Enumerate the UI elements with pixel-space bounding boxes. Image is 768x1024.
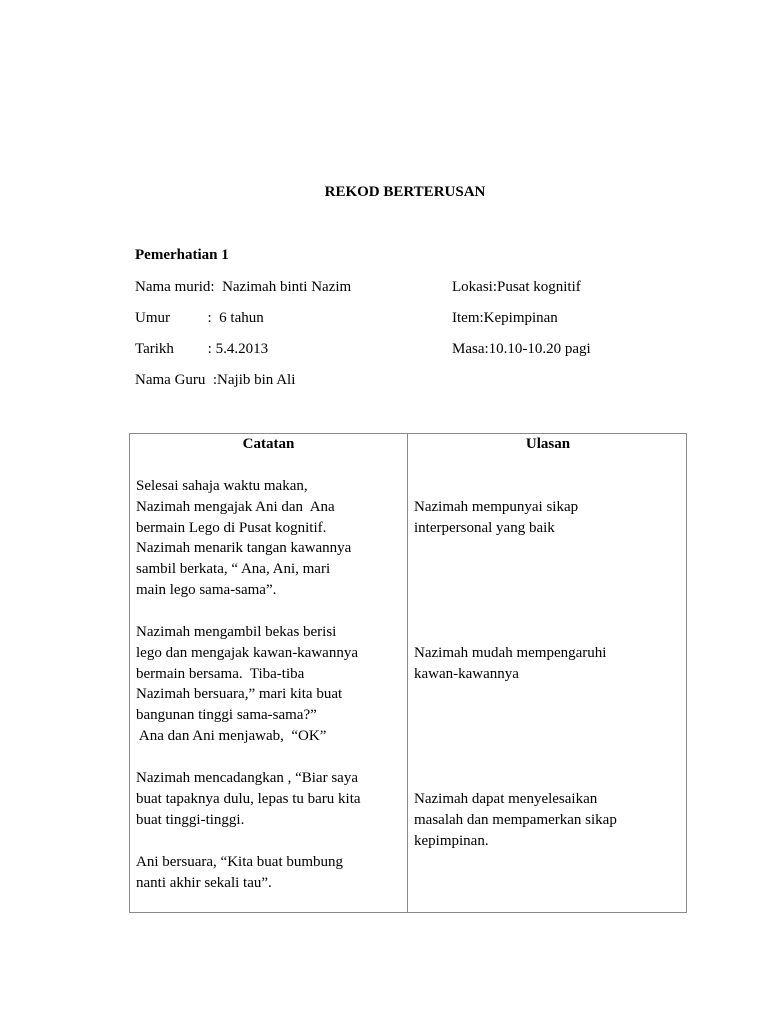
time-line: Masa:10.10-10.20 pagi — [452, 341, 591, 357]
document-title: REKOD BERTERUSAN — [324, 184, 486, 200]
section-heading: Pemerhatian 1 — [135, 247, 229, 263]
student-name-line: Nama murid: Nazimah binti Nazim — [135, 279, 352, 295]
ulasan-paragraph: Nazimah dapat menyelesaikan masalah dan mempamerkan sikap kepimpinan. — [414, 791, 617, 849]
catatan-paragraph: Ani bersuara, “Kita buat bumbung nanti akhir sekali tau”. — [136, 854, 344, 891]
catatan-paragraph: Nazimah mengambil bekas berisi lego dan mengajak kawan-kawannya bermain bersama. Tiba-tiba Nazimah bersuara,” mari kita buat bangunan tinggi sama-sama?” Ana dan Ani menjawab, “OK” — [136, 624, 358, 744]
catatan-header: Catatan — [242, 436, 295, 452]
item-line: Item:Kepimpinan — [452, 310, 558, 326]
age-line: Umur : 6 tahun — [135, 310, 264, 326]
catatan-paragraph: Nazimah mencadangkan , “Biar saya buat tapaknya dulu, lepas tu baru kita buat tinggi-tinggi. — [136, 770, 361, 828]
column-divider — [407, 434, 408, 912]
catatan-paragraph: Selesai sahaja waktu makan, Nazimah mengajak Ani dan Ana bermain Lego di Pusat kognitif. Nazimah menarik tangan kawannya sambil berkata, “ Ana, Ani, mari main lego sama-sama”. — [136, 478, 352, 598]
date-line: Tarikh : 5.4.2013 — [135, 341, 269, 357]
record-table — [129, 433, 687, 913]
ulasan-paragraph: Nazimah mudah mempengaruhi kawan-kawannya — [414, 645, 607, 682]
teacher-line: Nama Guru :Najib bin Ali — [135, 372, 296, 388]
location-line: Lokasi:Pusat kognitif — [452, 279, 581, 295]
ulasan-header: Ulasan — [525, 436, 571, 452]
ulasan-paragraph: Nazimah mempunyai sikap interpersonal yang baik — [414, 499, 579, 536]
